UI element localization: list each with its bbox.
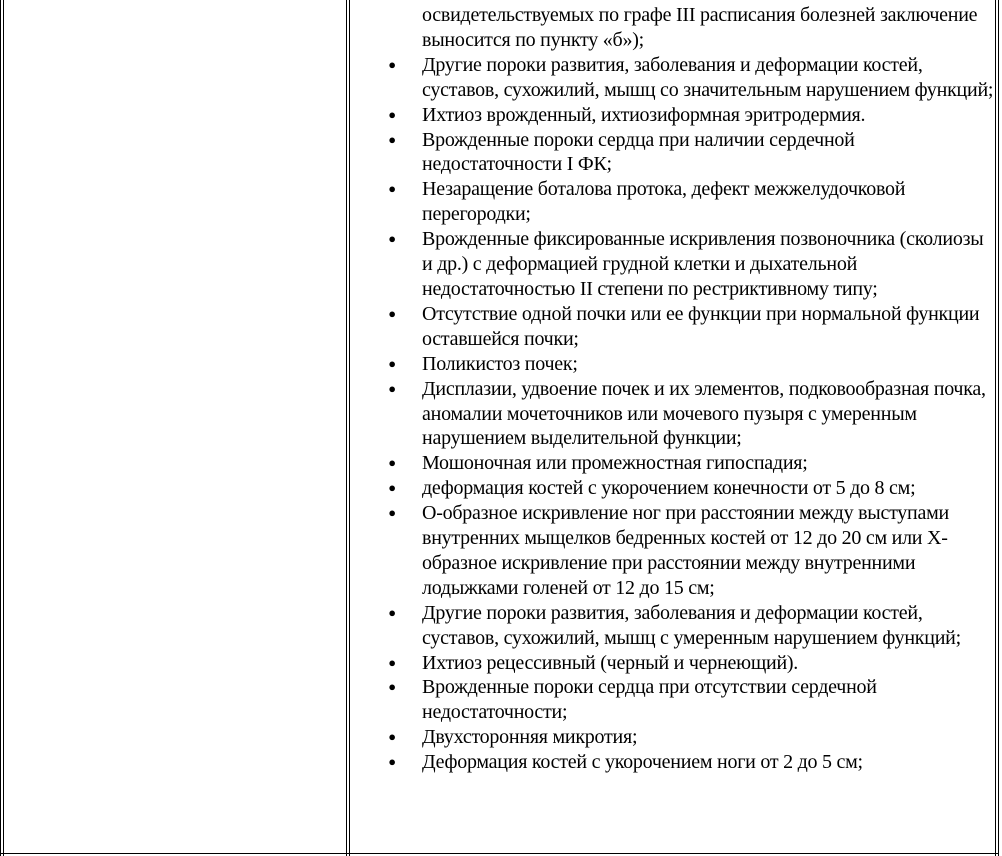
list-item-text: Деформация костей с укорочением ноги от 2 до 5 см; <box>422 751 863 774</box>
list-item <box>350 501 994 601</box>
table-border-right <box>998 0 999 856</box>
bullet-icon: ● <box>388 131 396 147</box>
list-item <box>350 651 994 676</box>
list-item-text: деформация костей с укорочением конечности от 5 до 8 см; <box>422 477 916 500</box>
list-item <box>350 227 994 302</box>
list-item <box>350 302 994 352</box>
list-item-text: О-образное искривление ног при расстоянии между выступами внутренних мыщелков бедренных костей от 12 до 20 см или Х-образное искривление при расстоянии между внутренними лодыжками голеней от 12 до 15 см; <box>422 502 949 599</box>
table-column-divider <box>346 0 347 856</box>
list-item-text: Врожденные пороки сердца при наличии сердечной недостаточности I ФК; <box>422 128 855 176</box>
bullet-list <box>350 53 995 775</box>
list-item <box>350 451 994 476</box>
bullet-icon: ● <box>388 729 396 745</box>
bullet-icon: ● <box>388 654 396 670</box>
bullet-icon: ● <box>388 505 396 521</box>
bullet-icon: ● <box>388 56 396 72</box>
list-item <box>350 128 994 178</box>
bullet-icon: ● <box>388 754 396 770</box>
list-item-text: Врожденные фиксированные искривления позвоночника (сколиозы и др.) с деформацией грудной клетки и дыхательной недостаточностью II степени по рестриктивному типу; <box>422 228 984 300</box>
list-item-text: Мошоночная или промежностная гипоспадия; <box>422 452 808 475</box>
cell-content <box>350 3 995 775</box>
table-border-right-inner <box>995 0 996 856</box>
bullet-icon: ● <box>388 231 396 247</box>
bullet-icon: ● <box>388 679 396 695</box>
bullet-icon: ● <box>388 455 396 471</box>
list-item-text: Ихтиоз рецессивный (черный и чернеющий). <box>422 651 799 674</box>
list-item <box>350 53 994 103</box>
list-item <box>350 377 994 452</box>
list-item-text: Другие пороки развития, заболевания и деформации костей, суставов, сухожилий, мышц с умеренным нарушением функций; <box>422 601 961 649</box>
bullet-icon: ● <box>388 355 396 371</box>
list-item <box>350 476 994 501</box>
list-item-text: Незаращение боталова протока, дефект межжелудочковой перегородки; <box>422 178 906 226</box>
list-item <box>350 725 994 750</box>
list-item <box>350 675 994 725</box>
list-item-text: Поликистоз почек; <box>422 352 578 375</box>
list-item-text: Ихтиоз врожденный, ихтиозиформная эритродермия. <box>422 103 866 126</box>
list-item-text: Двухсторонняя микротия; <box>422 726 638 749</box>
table-cell-right <box>350 0 995 856</box>
list-item <box>350 601 994 651</box>
list-item <box>350 352 994 377</box>
list-item <box>350 750 994 775</box>
bullet-icon: ● <box>388 106 396 122</box>
continuation-text: освидетельствуемых по графе III расписания болезней заключение выносится по пункту «б»); <box>422 4 978 51</box>
bullet-icon: ● <box>388 480 396 496</box>
bullet-icon: ● <box>388 380 396 396</box>
list-item <box>350 103 994 128</box>
list-item-text: Отсутствие одной почки или ее функции при нормальной функции оставшейся почки; <box>422 302 980 350</box>
list-item-text: Дисплазии, удвоение почек и их элементов, подковообразная почка, аномалии мочеточников или мочевого пузыря с умеренным нарушением выделительной функции; <box>422 377 986 450</box>
bullet-icon: ● <box>388 604 396 620</box>
bullet-icon: ● <box>388 305 396 321</box>
table-cell-left <box>4 0 346 856</box>
table-border-left <box>0 0 1 856</box>
list-item-text: Врожденные пороки сердца при отсутствии сердечной недостаточности; <box>422 676 877 724</box>
list-item <box>350 177 994 227</box>
list-item-text: Другие пороки развития, заболевания и деформации костей, суставов, сухожилий, мышц со значительным нарушением функций; <box>422 53 994 101</box>
bullet-icon: ● <box>388 181 396 197</box>
